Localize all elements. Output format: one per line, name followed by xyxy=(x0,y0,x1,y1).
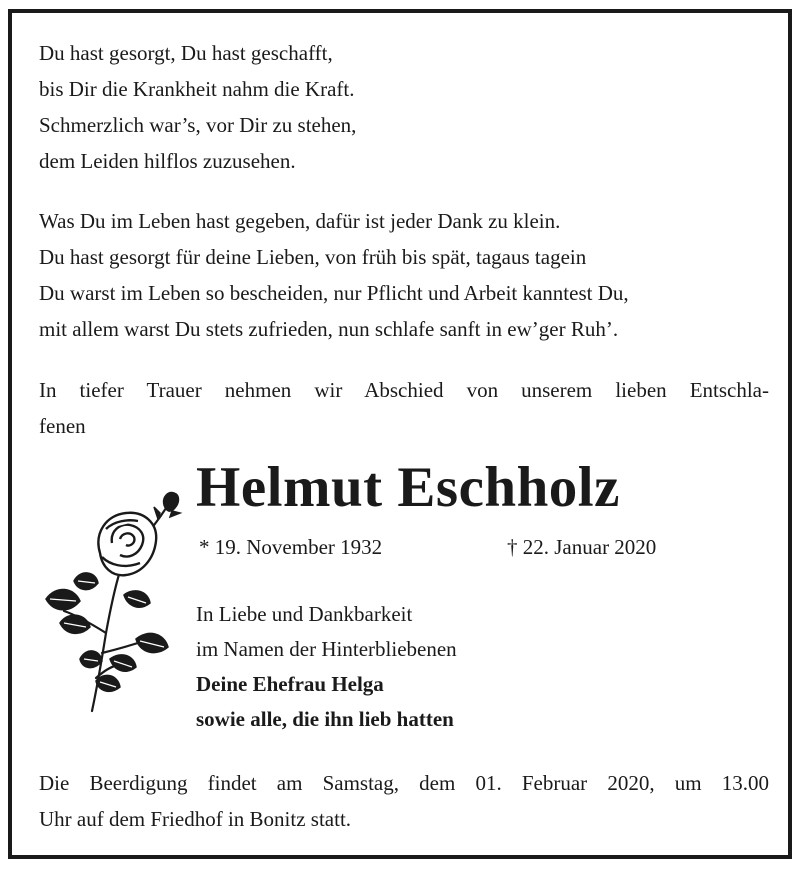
poem-line: Du hast gesorgt für deine Lieben, von früh bis spät, tagaus tagein xyxy=(39,245,587,269)
family-signature xyxy=(196,597,457,737)
family-line-wife: Deine Ehefrau Helga xyxy=(196,672,384,696)
poem-line: Du warst im Leben so bescheiden, nur Pflicht und Arbeit kanntest Du, xyxy=(39,281,629,305)
obituary-frame xyxy=(8,9,792,859)
family-line: In Liebe und Dankbarkeit xyxy=(196,602,413,626)
family-line-others: sowie alle, die ihn lieb hatten xyxy=(196,707,454,731)
death-date: † 22. Januar 2020 xyxy=(507,535,657,559)
mourning-intro xyxy=(39,372,769,444)
poem-line: Was Du im Leben hast gegeben, dafür ist jeder Dank zu klein. xyxy=(39,209,561,233)
poem-stanza-1 xyxy=(39,35,356,179)
funeral-line: Die Beerdigung findet am Samstag, dem 01. Februar 2020, um 13.00 xyxy=(39,771,769,795)
intro-line: In tiefer Trauer nehmen wir Abschied von unserem lieben Entschla- xyxy=(39,378,769,402)
poem-line: Du hast gesorgt, Du hast geschafft, xyxy=(39,41,333,65)
intro-line: fenen xyxy=(39,414,86,438)
funeral-notice xyxy=(39,765,769,837)
poem-line: dem Leiden hilflos zuzusehen. xyxy=(39,149,296,173)
poem-line: mit allem warst Du stets zufrieden, nun schlafe sanft in ew’ger Ruh’. xyxy=(39,317,619,341)
poem-stanza-2 xyxy=(39,203,629,347)
rose-icon xyxy=(40,483,190,713)
deceased-name: Helmut Eschholz xyxy=(196,456,620,519)
family-line: im Namen der Hinterbliebenen xyxy=(196,637,457,661)
poem-line: Schmerzlich war’s, vor Dir zu stehen, xyxy=(39,113,357,137)
birth-date: * 19. November 1932 xyxy=(199,535,383,559)
poem-line: bis Dir die Krankheit nahm die Kraft. xyxy=(39,77,355,101)
funeral-line: Uhr auf dem Friedhof in Bonitz statt. xyxy=(39,807,352,831)
